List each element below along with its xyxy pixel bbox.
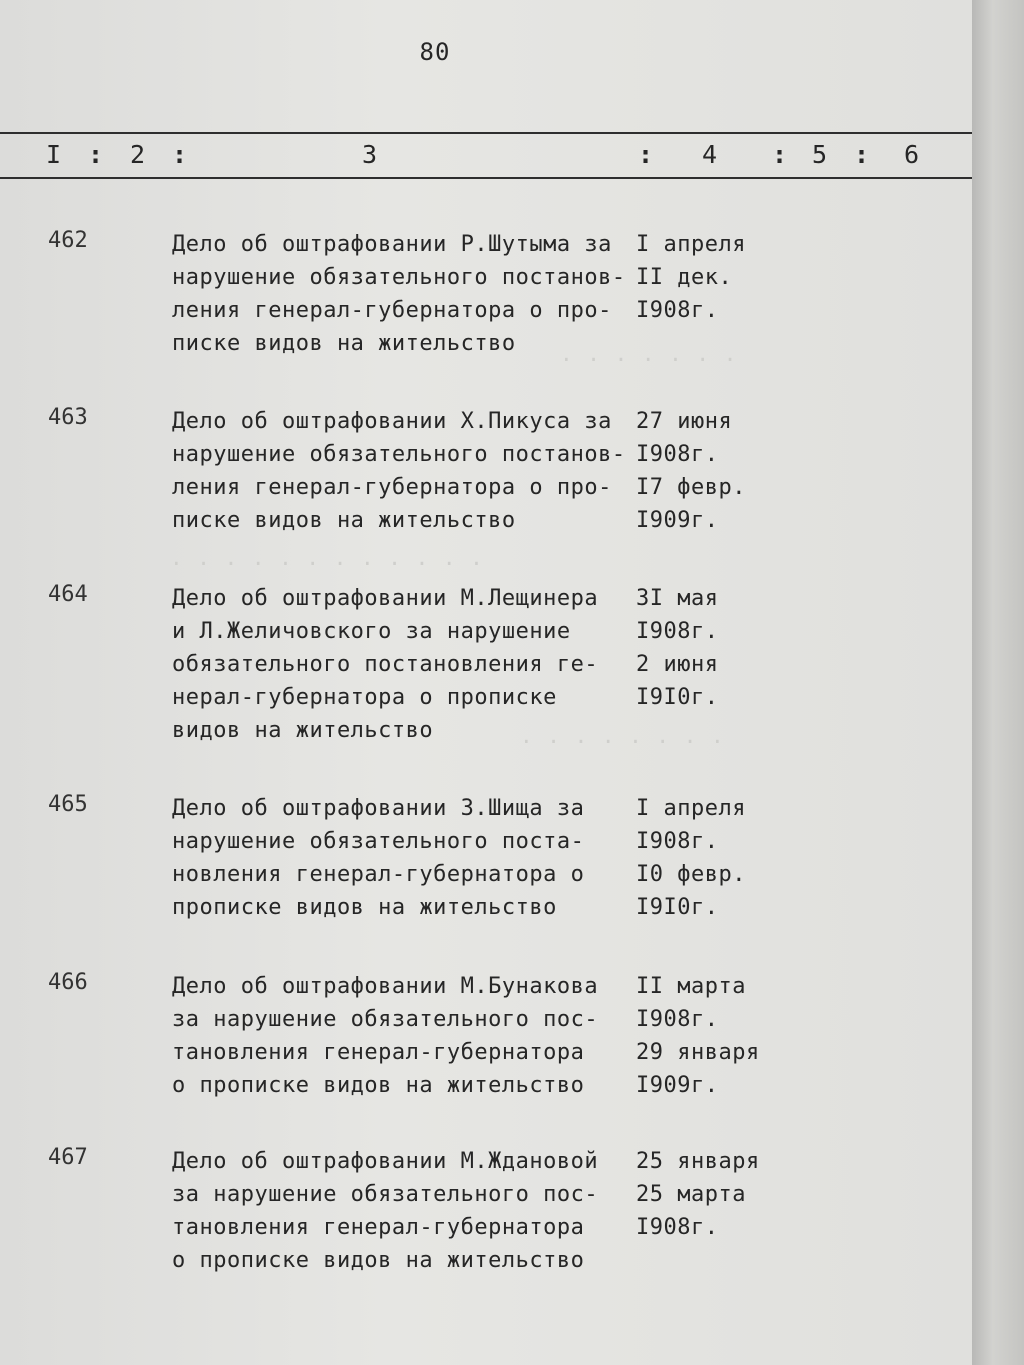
column-separator: :: [854, 140, 870, 169]
description-line: писке видов на жительство: [172, 508, 516, 533]
description-line: прописке видов на жительство: [172, 895, 557, 920]
column-separator: :: [638, 140, 654, 169]
date-line: I908г.: [636, 298, 719, 323]
date-line: I908г.: [636, 442, 719, 467]
description-line: и Л.Желичовского за нарушение: [172, 619, 571, 644]
date-line: I апреля: [636, 232, 746, 257]
table-header-top-rule: [0, 132, 972, 134]
entry-description: [172, 1145, 632, 1277]
column-header-3: 3: [362, 140, 378, 169]
date-line: II марта: [636, 974, 746, 999]
entry-dates: [636, 582, 796, 714]
description-line: Дело об оштрафовании Х.Пикуса за: [172, 409, 612, 434]
page-number: 80: [419, 38, 451, 66]
description-line: о прописке видов на жительство: [172, 1073, 585, 1098]
description-line: видов на жительство: [172, 718, 434, 743]
column-separator: :: [172, 140, 188, 169]
bleed-through-text: . . . . . . .: [560, 342, 738, 366]
description-line: обязательного постановления ге-: [172, 652, 599, 677]
description-line: Дело об оштрафовании Р.Шутыма за: [172, 232, 612, 257]
table-header-bottom-rule: [0, 177, 972, 179]
description-line: за нарушение обязательного пос-: [172, 1182, 599, 1207]
date-line: I0 февр.: [636, 862, 746, 887]
description-line: нерал-губернатора о прописке: [172, 685, 557, 710]
column-header-6: 6: [904, 140, 920, 169]
description-line: тановления генерал-губернатора: [172, 1040, 585, 1065]
entry-dates: [636, 970, 796, 1102]
entry-dates: [636, 228, 796, 327]
date-line: I909г.: [636, 1073, 719, 1098]
entry-description: [172, 582, 632, 747]
description-line: Дело об оштрафовании М.Бунакова: [172, 974, 599, 999]
description-line: нарушение обязательного поста-: [172, 829, 585, 854]
column-header-2: 2: [130, 140, 146, 169]
column-header-4: 4: [702, 140, 718, 169]
entry-dates: [636, 792, 796, 924]
entry-dates: [636, 405, 796, 537]
bleed-through-text: . . . . . . . . . . . .: [170, 546, 484, 570]
entry-dates: [636, 1145, 796, 1244]
description-line: нарушение обязательного постанов-: [172, 442, 626, 467]
entry-description: [172, 970, 632, 1102]
date-line: 29 января: [636, 1040, 760, 1065]
entry-number: 467: [48, 1145, 88, 1170]
entry-number: 466: [48, 970, 88, 995]
date-line: 2 июня: [636, 652, 719, 677]
column-separator: :: [88, 140, 104, 169]
date-line: I908г.: [636, 829, 719, 854]
description-line: писке видов на жительство: [172, 331, 516, 356]
date-line: I908г.: [636, 1215, 719, 1240]
entry-number: 465: [48, 792, 88, 817]
date-line: I апреля: [636, 796, 746, 821]
entry-number: 462: [48, 228, 88, 253]
entry-description: [172, 228, 632, 360]
entry-number: 464: [48, 582, 88, 607]
date-line: I9I0г.: [636, 685, 719, 710]
description-line: новления генерал-губернатора о: [172, 862, 585, 887]
date-line: I909г.: [636, 508, 719, 533]
column-separator: :: [772, 140, 788, 169]
entry-number: 463: [48, 405, 88, 430]
description-line: о прописке видов на жительство: [172, 1248, 585, 1273]
date-line: I908г.: [636, 1007, 719, 1032]
entry-description: [172, 405, 632, 537]
description-line: Дело об оштрафовании М.Ждановой: [172, 1149, 599, 1174]
description-line: ления генерал-губернатора о про-: [172, 298, 612, 323]
column-header-5: 5: [812, 140, 828, 169]
date-line: I7 февр.: [636, 475, 746, 500]
date-line: 3I мая: [636, 586, 719, 611]
description-line: тановления генерал-губернатора: [172, 1215, 585, 1240]
column-header-1: I: [46, 140, 62, 169]
bleed-through-text: . . . . . . . .: [520, 724, 725, 748]
date-line: 25 марта: [636, 1182, 746, 1207]
date-line: II дек.: [636, 265, 733, 290]
description-line: нарушение обязательного постанов-: [172, 265, 626, 290]
description-line: Дело об оштрафовании М.Лещинера: [172, 586, 599, 611]
date-line: 27 июня: [636, 409, 733, 434]
entry-description: [172, 792, 632, 924]
description-line: за нарушение обязательного пос-: [172, 1007, 599, 1032]
description-line: ления генерал-губернатора о про-: [172, 475, 612, 500]
next-page-edge: [972, 0, 1024, 1365]
date-line: 25 января: [636, 1149, 760, 1174]
description-line: Дело об оштрафовании З.Шища за: [172, 796, 585, 821]
date-line: I908г.: [636, 619, 719, 644]
date-line: I9I0г.: [636, 895, 719, 920]
